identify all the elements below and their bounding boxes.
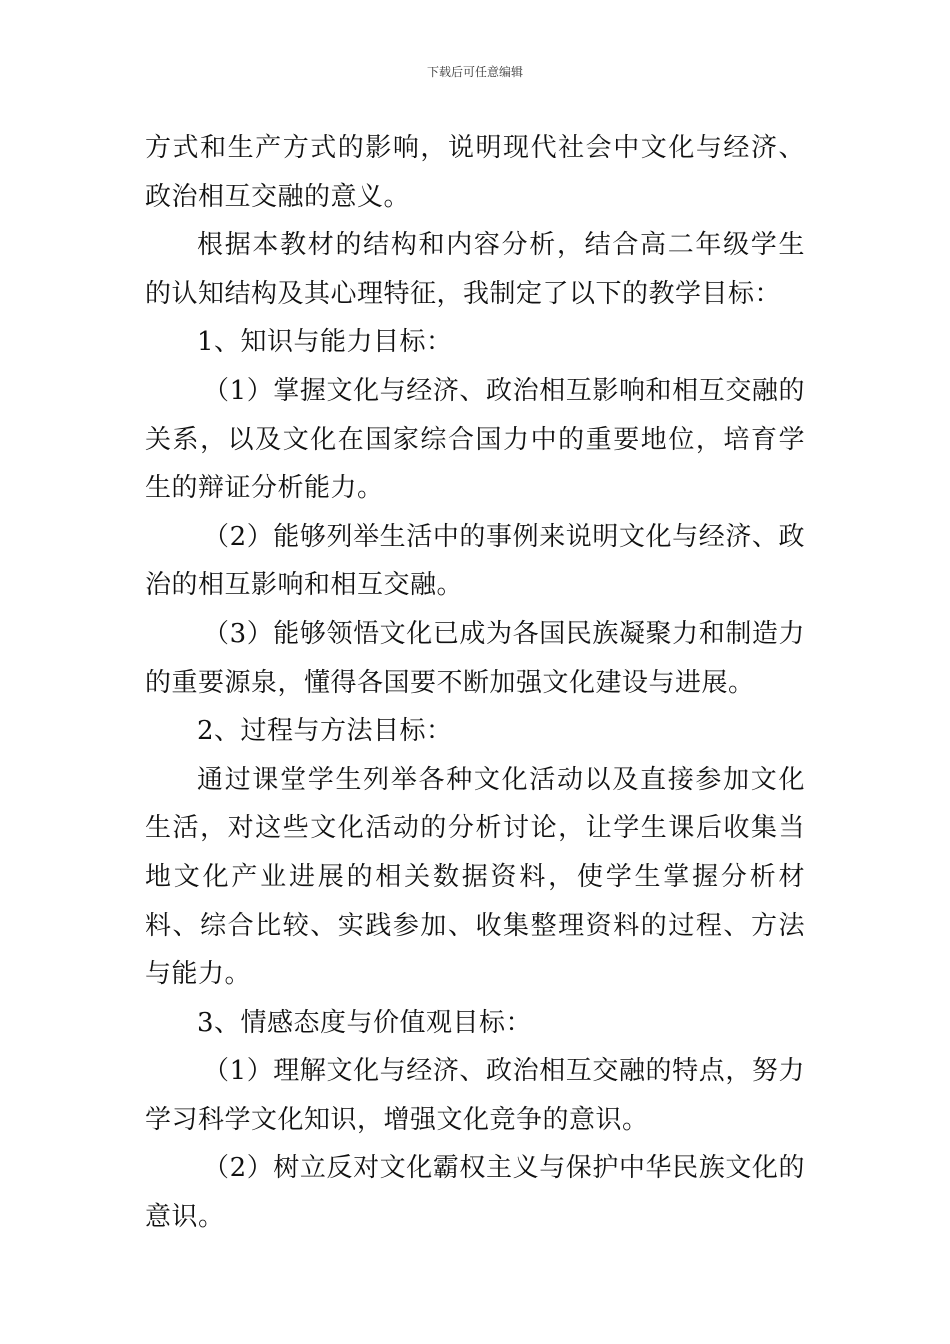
paragraph: 方式和生产方式的影响，说明现代社会中文化与经济、政治相互交融的意义。 [145,133,805,212]
list-item: （1）掌握文化与经济、政治相互影响和相互交融的关系，以及文化在国家综合国力中的重要地位，培育学生的辩证分析能力。 [145,375,805,504]
list-item: （2）树立反对文化霸权主义与保护中华民族文化的意识。 [145,1153,805,1233]
list-item: （1）理解文化与经济、政治相互交融的特点，努力学习科学文化知识，增强文化竞争的意识。 [145,1056,805,1135]
section-heading: 1、知识与能力目标： [197,327,453,358]
page-header: 下载后可任意编辑 [426,65,523,79]
paragraph: 根据本教材的结构和内容分析，结合高二年级学生的认知结构及其心理特征，我制定了以下的教学目标： [145,230,805,309]
list-item: （3）能够领悟文化已成为各国民族凝聚力和制造力的重要源泉，懂得各国要不断加强文化建设与进展。 [145,618,805,698]
paragraph: 通过课堂学生列举各种文化活动以及直接参加文化生活，对这些文化活动的分析讨论，让学生课后收集当地文化产业进展的相关数据资料，使学生掌握分析材料、综合比较、实践参加、收集整理资料的过程、方法与能力。 [145,764,805,990]
section-heading: 3、情感态度与价值观目标： [197,1007,533,1038]
section-heading: 2、过程与方法目标： [197,716,453,747]
document-body [145,124,805,1242]
list-item: （2）能够列举生活中的事例来说明文化与经济、政治的相互影响和相互交融。 [145,521,805,601]
